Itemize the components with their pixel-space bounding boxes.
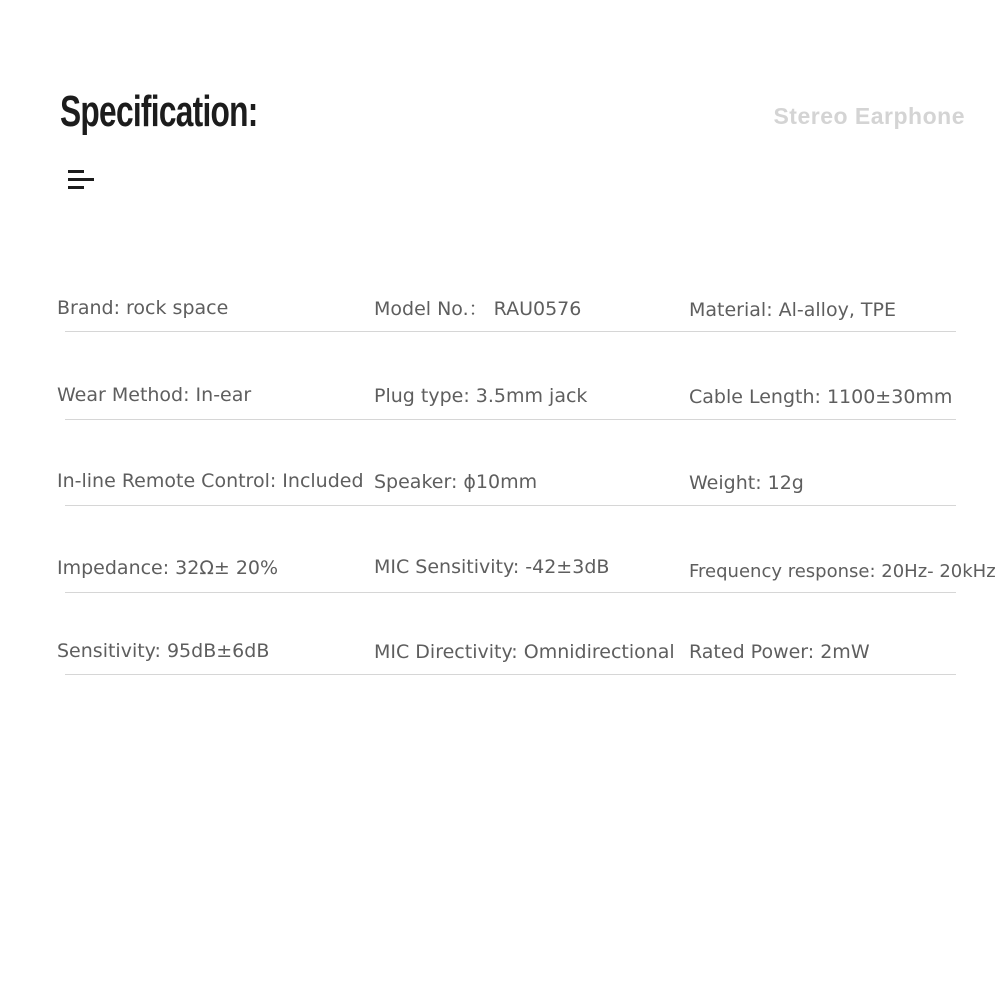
row-divider xyxy=(65,674,956,675)
spec-weight: Weight: 12g xyxy=(689,472,804,494)
spec-frequency-response: Frequency response: 20Hz- 20kHz xyxy=(689,561,996,582)
spec-model-number: Model No.： RAU0576 xyxy=(374,298,582,320)
spec-material: Material: Al-alloy, TPE xyxy=(689,299,896,321)
spec-sensitivity: Sensitivity: 95dB±6dB xyxy=(57,640,270,662)
spec-remote-control: In-line Remote Control: Included xyxy=(57,470,364,492)
row-divider xyxy=(65,419,956,420)
spec-mic-directivity: MIC Directivity: Omnidirectional xyxy=(374,641,675,663)
spec-wear-method: Wear Method: In-ear xyxy=(57,384,252,406)
row-divider xyxy=(65,331,956,332)
product-name: Stereo Earphone xyxy=(773,103,965,129)
row-divider xyxy=(65,592,956,593)
menu-line xyxy=(68,170,84,173)
spec-mic-sensitivity: MIC Sensitivity: -42±3dB xyxy=(374,556,610,578)
spec-plug-type: Plug type: 3.5mm jack xyxy=(374,385,588,407)
spec-impedance: Impedance: 32Ω± 20% xyxy=(57,557,279,579)
page-title: Specification: xyxy=(60,87,258,136)
menu-line xyxy=(68,186,84,189)
spec-cable-length: Cable Length: 1100±30mm xyxy=(689,386,953,408)
menu-lines-icon xyxy=(68,170,94,192)
spec-brand: Brand: rock space xyxy=(57,297,229,319)
row-divider xyxy=(65,505,956,506)
spec-rated-power: Rated Power: 2mW xyxy=(689,641,870,663)
menu-line xyxy=(68,178,94,181)
spec-speaker: Speaker: ϕ10mm xyxy=(374,471,538,493)
